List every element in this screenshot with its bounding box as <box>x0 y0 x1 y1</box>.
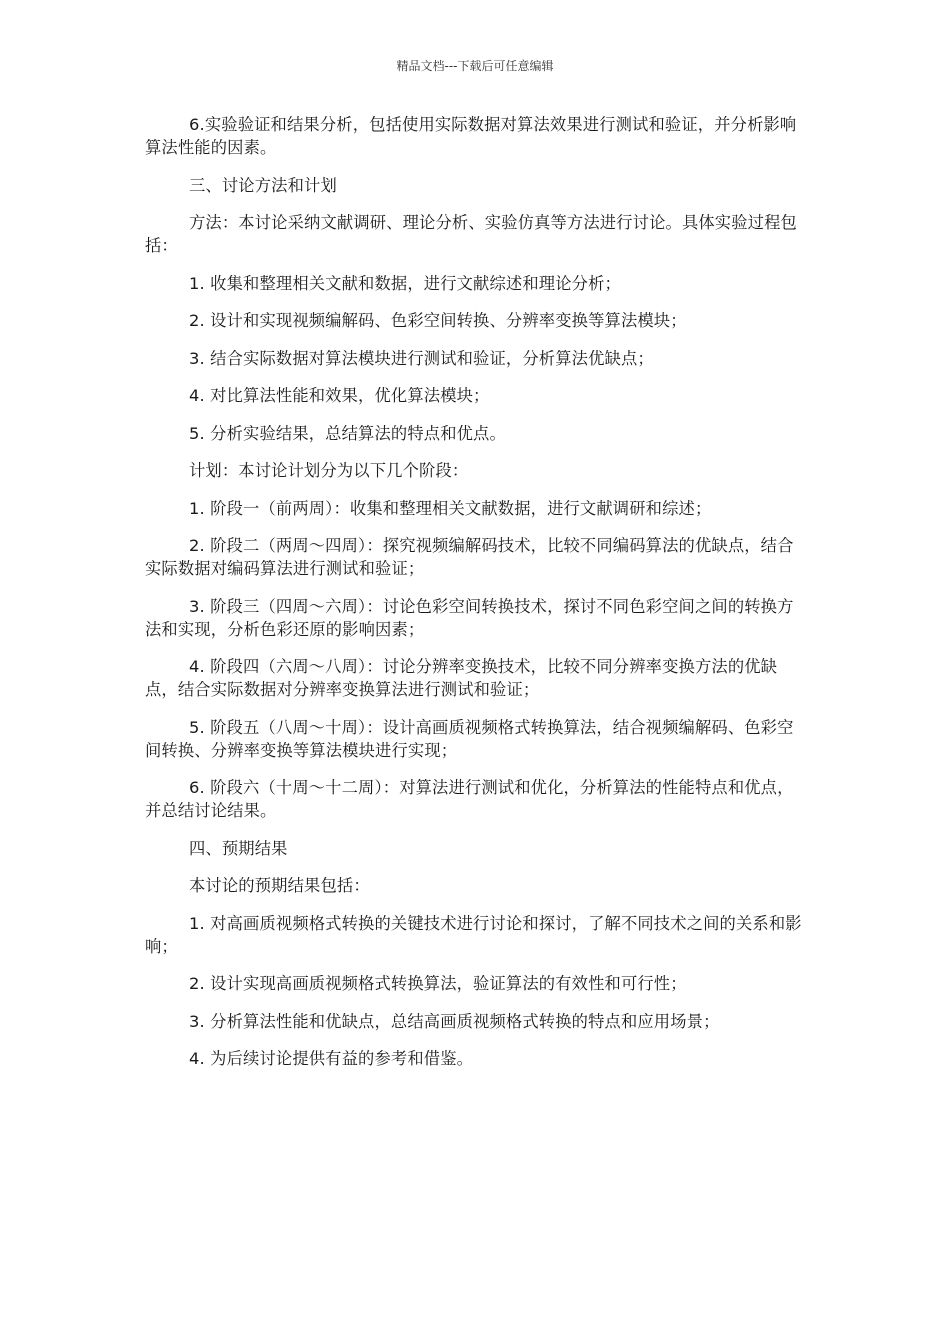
list-item: 1. 收集和整理相关文献和数据，进行文献综述和理论分析； <box>189 273 621 293</box>
list-item: 4. 阶段四（六周～八周）：讨论分辨率变换技术，比较不同分辨率变换方法的优缺点，结合实际数据对分辨率变换算法进行测试和验证； <box>145 657 778 699</box>
list-item: 2. 阶段二（两周～四周）：探究视频编解码技术，比较不同编码算法的优缺点，结合实际数据对编码算法进行测试和验证； <box>145 536 794 578</box>
list-item: 4. 为后续讨论提供有益的参考和借鉴。 <box>189 1049 474 1068</box>
list-item: 1. 对高画质视频格式转换的关键技术进行讨论和探讨，了解不同技术之间的关系和影响； <box>145 913 802 956</box>
document-body <box>145 113 805 1085</box>
paragraph: 计划：本讨论计划分为以下几个阶段： <box>189 461 469 480</box>
paragraph: 本讨论的预期结果包括： <box>189 876 370 895</box>
list-item: 2. 设计和实现视频编解码、色彩空间转换、分辨率变换等算法模块； <box>189 311 687 330</box>
list-item: 6. 阶段六（十周～十二周）：对算法进行测试和优化，分析算法的性能特点和优点，并总结讨论结果。 <box>145 778 794 820</box>
list-item: 3. 结合实际数据对算法模块进行测试和验证，分析算法优缺点； <box>189 348 654 368</box>
list-item: 3. 分析算法性能和优缺点，总结高画质视频格式转换的特点和应用场景； <box>189 1011 720 1031</box>
list-item: 3. 阶段三（四周～六周）：讨论色彩空间转换技术，探讨不同色彩空间之间的转换方法和实现，分析色彩还原的影响因素； <box>145 596 794 639</box>
paragraph: 6.实验验证和结果分析，包括使用实际数据对算法效果进行测试和验证，并分析影响算法性能的因素。 <box>145 115 797 157</box>
list-item: 2. 设计实现高画质视频格式转换算法，验证算法的有效性和可行性； <box>189 974 687 993</box>
section-heading: 三、讨论方法和计划 <box>189 175 337 195</box>
page-header: 精品文档---下载后可任意编辑 <box>396 59 554 73</box>
list-item: 4. 对比算法性能和效果，优化算法模块； <box>189 386 490 405</box>
paragraph: 方法：本讨论采纳文献调研、理论分析、实验仿真等方法进行讨论。具体实验过程包括： <box>145 213 797 255</box>
list-item: 1. 阶段一（前两周）：收集和整理相关文献数据，进行文献调研和综述； <box>189 498 712 518</box>
section-heading: 四、预期结果 <box>189 838 288 858</box>
list-item: 5. 阶段五（八周～十周）：设计高画质视频格式转换算法，结合视频编解码、色彩空间转换、分辨率变换等算法模块进行实现； <box>145 717 794 760</box>
list-item: 5. 分析实验结果，总结算法的特点和优点。 <box>189 423 506 443</box>
